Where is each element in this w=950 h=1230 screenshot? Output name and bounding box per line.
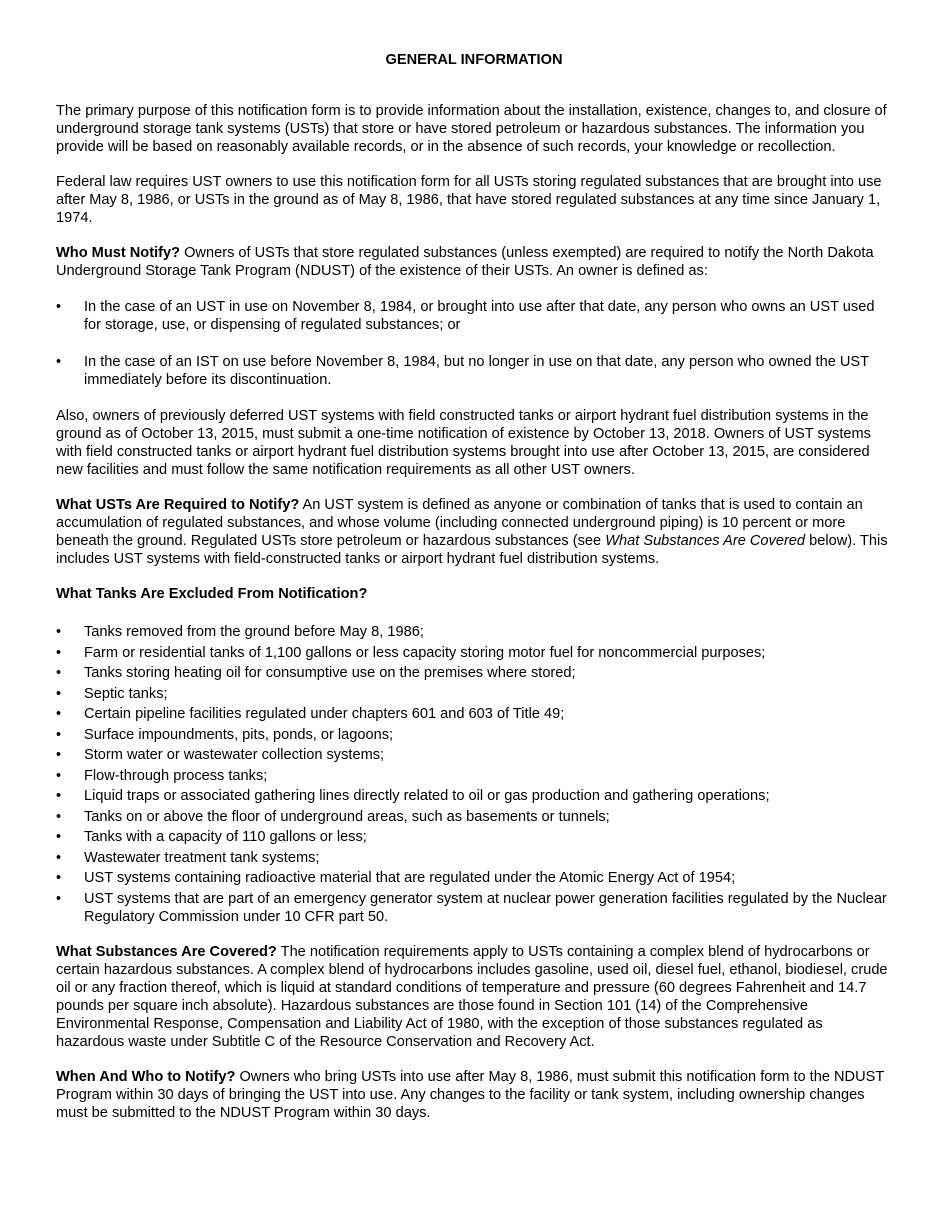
list-item-text: Septic tanks; [84,685,168,702]
intro-paragraph-2: Federal law requires UST owners to use this notification form for all USTs storing regulated substances that are brought into use after May 8, 1986, or USTs in the ground as of May 8, 1986, that have stored regulated substances at any time since January 1, 1974. [56,174,882,226]
when-who-paragraph [56,1069,892,1123]
deferred-systems-paragraph: Also, owners of previously deferred UST systems with field constructed tanks or airport hydrant fuel distribution systems in the ground as of October 13, 2015, must submit a one-time notification of existence by October 13, 2018. Owners of UST systems with field constructed tanks or airport hydrant fuel distribution systems brought into use after October 13, 2015, are considered new facilities and must follow the same notification requirements as all other UST owners. [56,407,871,478]
list-item-text: Wastewater treatment tank systems; [84,849,320,866]
list-item [56,706,892,724]
who-must-notify-text: Owners of USTs that store regulated substances (unless exempted) are required to notify the North Dakota Underground Storage Tank Program (NDUST) of the existence of their USTs. An owner is defined as: [56,245,874,280]
list-item [56,788,892,806]
substances-paragraph [56,944,892,1051]
list-item-text: UST systems containing radioactive material that are regulated under the Atomic Energy Act of 1954; [84,870,736,887]
bullet-icon: • [56,767,62,784]
bullet-icon: • [56,706,62,723]
list-item-text: Tanks removed from the ground before May 8, 1986; [84,624,424,641]
substances-heading: What Substances Are Covered? [56,944,277,961]
what-usts-paragraph [56,497,892,569]
list-item-text: Tanks on or above the floor of underground areas, such as basements or tunnels; [84,808,610,825]
substances-reference: What Substances Are Covered [605,532,806,549]
page-title: GENERAL INFORMATION [385,52,563,68]
bullet-icon: • [56,849,62,866]
substances-text: The notification requirements apply to USTs containing a complex blend of hydrocarbons or certain hazardous substances. A complex blend of hydrocarbons includes gasoline, used oil, diesel fuel, ethanol, biodiesel, crude oil or any fraction thereof, which is liquid at standard conditions of temperature and pressure (60 degrees Fahrenheit and 14.7 pounds per square inch absolute). Hazardous substances are those found in Section 101 (14) of the Comprehensive Environmental Response, Compensation and Liability Act of 1980, with the exception of those substances regulated as hazardous waste under Subtitle C of the Resource Conservation and Recovery Act. [56,944,888,1050]
list-item-text: Storm water or wastewater collection systems; [84,747,385,764]
bullet-icon: • [56,665,62,682]
when-who-text: Owners who bring USTs into use after May 8, 1986, must submit this notification form to the NDUST Program within 30 days of bringing the UST into use. Any changes to the facility or tank system, including ownership changes must be submitted to the NDUST Program within 30 days. [56,1069,885,1121]
list-item [56,645,892,663]
list-item [56,686,892,704]
bullet-icon: • [56,788,62,805]
list-item-text: In the case of an IST on use before November 8, 1984, but no longer in use on that date, any person who owned the UST immediately before its discontinuation. [84,354,869,389]
list-item [56,747,892,765]
bullet-icon: • [56,685,62,702]
list-item-text: In the case of an UST in use on November 8, 1984, or brought into use after that date, any person who owns an UST used for storage, use, or dispensing of regulated substances; or [84,298,875,333]
list-item [56,727,892,745]
who-must-notify-heading: Who Must Notify? [56,245,181,262]
list-item [56,665,892,683]
excluded-tanks-list [56,624,892,926]
bullet-icon: • [56,298,62,315]
list-item [56,829,892,847]
list-item [56,299,892,335]
excluded-heading: What Tanks Are Excluded From Notification? [56,586,368,603]
list-item [56,870,892,888]
list-item [56,624,892,642]
who-must-notify-paragraph [56,245,892,281]
bullet-icon: • [56,747,62,764]
bullet-icon: • [56,808,62,825]
list-item [56,768,892,786]
list-item-text: Liquid traps or associated gathering lines directly related to oil or gas production and gathering operations; [84,788,770,805]
list-item-text: Tanks storing heating oil for consumptive use on the premises where stored; [84,665,576,682]
list-item [56,354,892,390]
list-item-text: Farm or residential tanks of 1,100 gallons or less capacity storing motor fuel for noncommercial purposes; [84,644,766,661]
what-usts-text: An UST system is defined as anyone or combination of tanks that is used to contain an accumulation of regulated substances, and whose volume (including connected underground piping) is 10 percent or more beneath the ground. Regulated USTs store petroleum or hazardous substances (see [56,496,863,549]
bullet-icon: • [56,890,62,907]
list-item [56,891,892,927]
list-item-text: Certain pipeline facilities regulated under chapters 601 and 603 of Title 49; [84,706,565,723]
list-item-text: Surface impoundments, pits, ponds, or lagoons; [84,726,394,743]
bullet-icon: • [56,829,62,846]
document-page [56,52,892,1140]
what-usts-text-end: below). This includes UST systems with field-constructed tanks or airport hydrant fuel distribution systems. [56,532,888,567]
list-item-text: Flow-through process tanks; [84,767,268,784]
what-usts-heading: What USTs Are Required to Notify? [56,496,300,513]
when-who-heading: When And Who to Notify? [56,1069,236,1086]
list-item [56,850,892,868]
intro-paragraph-1: The primary purpose of this notification form is to provide information about the installation, existence, changes to, and closure of underground storage tank systems (USTs) that store or have stored petroleum or hazardous substances. The information you provide will be based on reasonably available records, or in the absence of such records, your knowledge or recollection. [56,102,887,155]
bullet-icon: • [56,354,62,371]
bullet-icon: • [56,870,62,887]
list-item-text: UST systems that are part of an emergency generator system at nuclear power generation facilities regulated by the Nuclear Regulatory Commission under 10 CFR part 50. [84,890,887,925]
bullet-icon: • [56,624,62,641]
bullet-icon: • [56,644,62,661]
list-item-text: Tanks with a capacity of 110 gallons or less; [84,829,367,846]
bullet-icon: • [56,726,62,743]
list-item [56,809,892,827]
owner-definition-list [56,299,892,391]
